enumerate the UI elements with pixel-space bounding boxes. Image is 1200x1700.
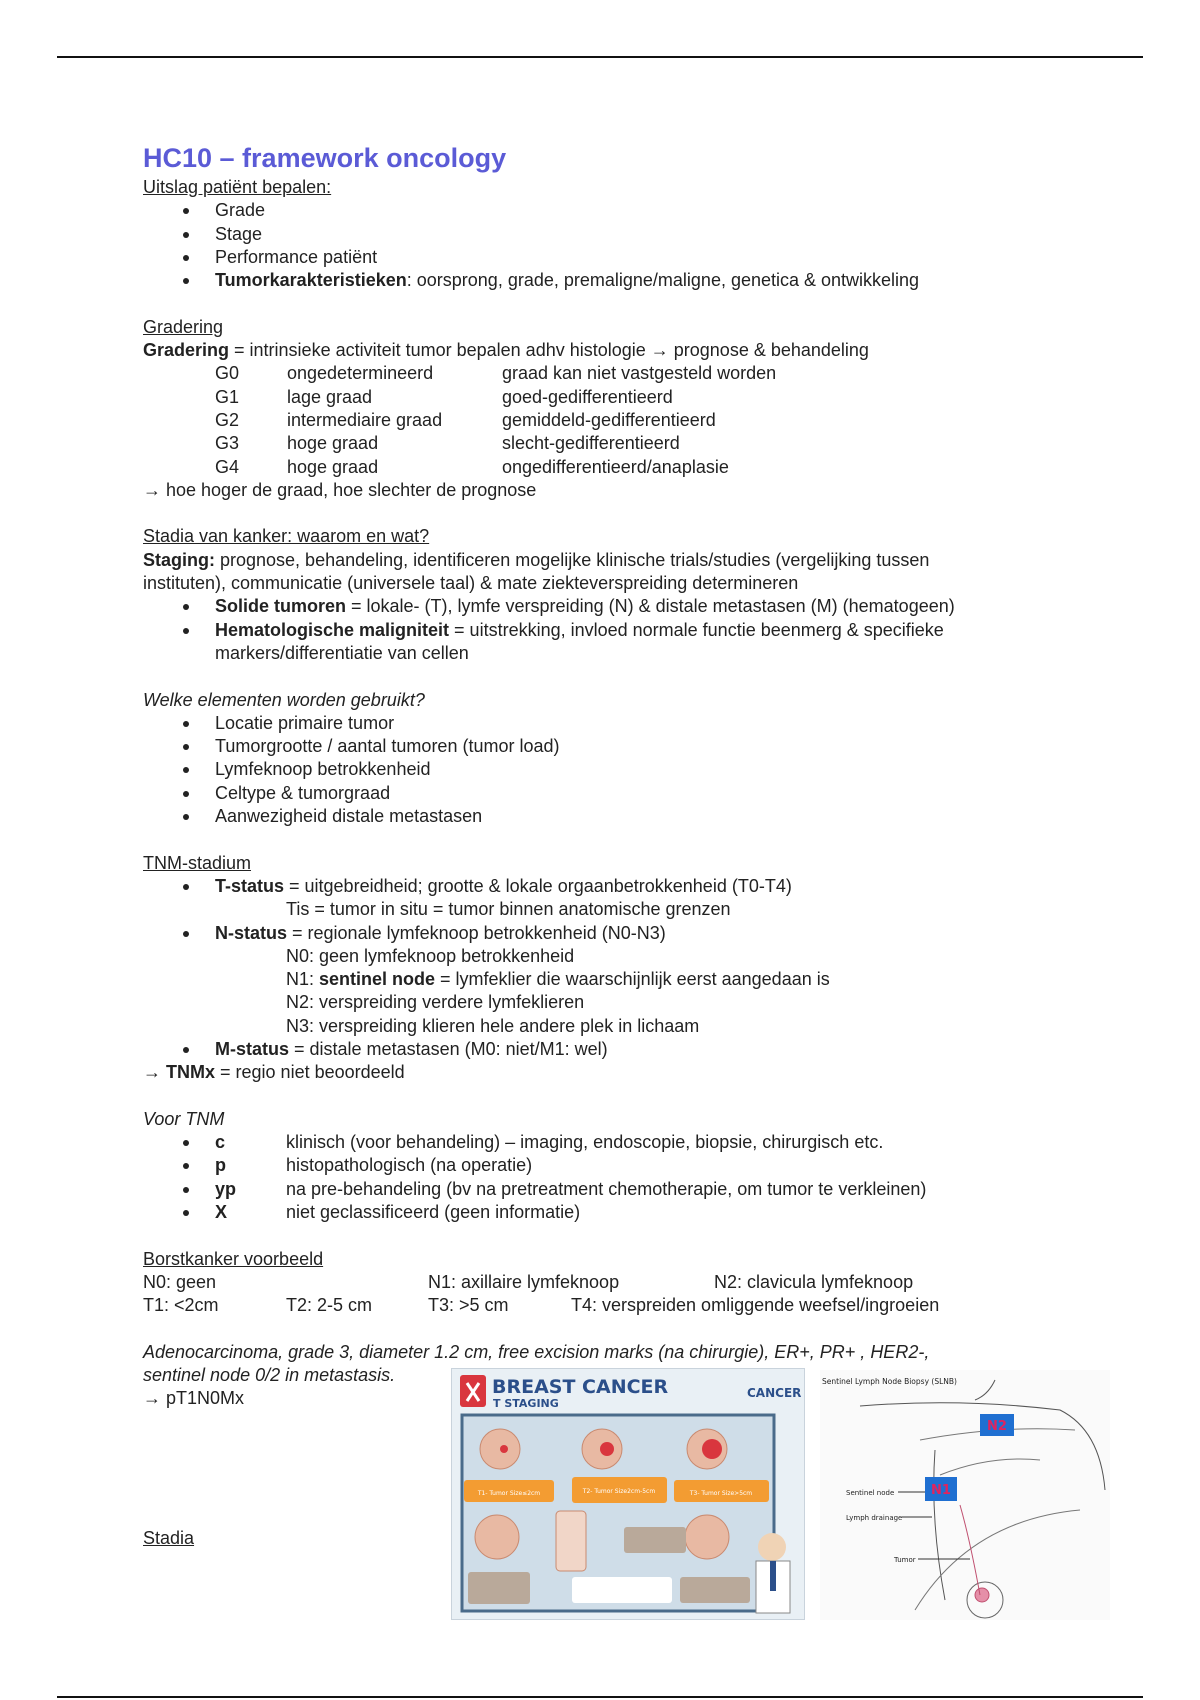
list-item: Stage: [143, 223, 1083, 246]
staging-line-1: [143, 549, 1083, 572]
grade-row: [143, 362, 1083, 385]
fig1-title: BREAST CANCER: [492, 1376, 669, 1398]
bk-t1: T1: <2cm: [143, 1295, 219, 1316]
borstkanker-heading: Borstkanker voorbeeld: [143, 1248, 324, 1269]
tnm-list-n: [143, 922, 1083, 945]
voor-tnm-heading: Voor TNM: [143, 1108, 225, 1129]
list-item: [143, 875, 1083, 898]
example-result: → pT1N0Mx: [143, 1388, 245, 1409]
term-text: markers/differentiatie van cellen: [215, 642, 469, 663]
term-text: = uitstrekking, invloed normale functie beenmerg & specifieke: [449, 619, 944, 640]
term-text: : oorsprong, grade, premaligne/maligne, genetica & ontwikkeling: [406, 270, 920, 291]
elementen-list: [143, 712, 1083, 828]
bk-t3: T3: >5 cm: [428, 1295, 509, 1316]
list-item: [143, 922, 1083, 945]
list-item: Celtype & tumorgraad: [143, 782, 1083, 805]
fig1-logo: CANCER: [747, 1386, 802, 1400]
grade-desc: goed-gedifferentieerd: [502, 386, 673, 407]
grade-name: lage graad: [287, 386, 373, 407]
grade-code: G3: [215, 433, 240, 454]
grade-code: G0: [215, 363, 240, 384]
tnm-n2: N2: verspreiding verdere lymfeklieren: [286, 992, 585, 1013]
fig2-n1-label: N1: [931, 1483, 951, 1498]
term-text: = lokale- (T), lymfe verspreiding (N) & distale metastasen (M) (hematogeen): [346, 596, 955, 617]
list-item: [143, 1178, 1083, 1201]
tnm-prefix: X: [215, 1202, 228, 1223]
top-rule: [57, 56, 1143, 58]
grade-desc: graad kan niet vastgesteld worden: [502, 363, 777, 384]
grade-desc: slecht-gedifferentieerd: [502, 433, 680, 454]
uitslag-list: [143, 199, 1083, 292]
bk-n1: N1: axillaire lymfeknoop: [428, 1271, 620, 1292]
staging-list: [143, 595, 1083, 665]
list-item: [143, 1131, 1083, 1154]
list-item: Lymfeknoop betrokkenheid: [143, 758, 1083, 781]
fig1-label-t3: T3- Tumor Size>5cm: [689, 1490, 753, 1497]
grade-name: hoge graad: [287, 433, 379, 454]
staging-line-2: instituten), communicatie (universele taal) & mate ziekteverspreiding determineren: [143, 573, 799, 594]
tnm-heading: TNM-stadium: [143, 852, 252, 873]
list-item: [143, 1201, 1083, 1224]
bk-t2: T2: 2-5 cm: [286, 1295, 373, 1316]
bold-term: N-status: [215, 922, 288, 943]
tnm-n0: N0: geen lymfeknoop betrokkenheid: [286, 945, 575, 966]
bold-term: TNMx: [166, 1062, 216, 1083]
grade-name: intermediaire graad: [287, 409, 443, 430]
t-staging-illustration: [452, 1369, 804, 1619]
list-item: Performance patiënt: [143, 246, 1083, 269]
term-text: = lymfeklier die waarschijnlijk eerst aangedaan is: [435, 969, 830, 990]
bold-term: M-status: [215, 1038, 290, 1059]
bold-term: T-status: [215, 875, 285, 896]
tnm-prefix-desc: klinisch (voor behandeling) – imaging, endoscopie, biopsie, chirurgisch etc.: [286, 1132, 884, 1153]
elementen-heading: Welke elementen worden gebruikt?: [143, 689, 425, 710]
list-item: [143, 1154, 1083, 1177]
term-text: = regionale lymfeknoop betrokkenheid (N0-N3): [287, 922, 666, 943]
tnm-prefix-desc: niet geclassificeerd (geen informatie): [286, 1202, 581, 1223]
bold-term: Staging:: [143, 549, 215, 570]
stadia-subheading: Stadia: [143, 1527, 195, 1548]
breast-cancer-t-staging-image: [451, 1368, 805, 1620]
fig1-label-t1: T1- Tumor Size≤2cm: [477, 1490, 541, 1497]
tnm-prefix-desc: histopathologisch (na operatie): [286, 1155, 533, 1176]
bk-t4: T4: verspreiden omliggende weefsel/ingroeien: [571, 1295, 940, 1316]
gradering-conclusion: → hoe hoger de graad, hoe slechter de prognose: [143, 479, 537, 500]
list-item: Tumorgrootte / aantal tumoren (tumor load): [143, 735, 1083, 758]
fig2-tumor-label: Tumor: [894, 1556, 916, 1564]
tnm-list-m: [143, 1038, 1083, 1061]
tnm-prefix: p: [215, 1155, 226, 1176]
tnm-prefix: c: [215, 1132, 226, 1153]
grade-table: [143, 362, 1083, 478]
list-item: [143, 619, 1083, 666]
grade-row: [143, 409, 1083, 432]
grade-name: hoge graad: [287, 456, 379, 477]
term-text: = intrinsieke activiteit tumor bepalen adhv histologie → prognose & behandeling: [229, 340, 869, 361]
gradering-heading: Gradering: [143, 316, 224, 337]
list-item: Grade: [143, 199, 1083, 222]
fig2-title: Sentinel Lymph Node Biopsy (SLNB): [822, 1377, 957, 1386]
example-line-2: sentinel node 0/2 in metastasis.: [143, 1365, 396, 1386]
list-item: [143, 595, 1083, 618]
list-item: [143, 269, 1083, 292]
fig1-subtitle: T STAGING: [493, 1397, 559, 1410]
tnm-n1: [143, 968, 1083, 991]
grade-row: [143, 432, 1083, 455]
tnm-tis: Tis = tumor in situ = tumor binnen anatomische grenzen: [286, 899, 731, 920]
list-item: [143, 1038, 1083, 1061]
document-body: [143, 140, 1083, 1550]
tnm-x: [143, 1061, 1083, 1084]
grade-row: [143, 456, 1083, 479]
term-text: N1:: [286, 969, 320, 990]
gradering-definition: [143, 339, 1083, 362]
borstkanker-n-row: [143, 1271, 1083, 1294]
grade-name: ongedetermineerd: [287, 363, 434, 384]
voor-tnm-list: [143, 1131, 1083, 1224]
list-item: Aanwezigheid distale metastasen: [143, 805, 1083, 828]
fig2-drainage-label: Lymph drainage: [846, 1514, 903, 1522]
fig2-sentinel-label: Sentinel node: [846, 1489, 895, 1497]
term-text: = uitgebreidheid; grootte & lokale orgaanbetrokkenheid (T0-T4): [284, 875, 792, 896]
term-text: →: [143, 1062, 167, 1083]
term-text: = regio niet beoordeeld: [215, 1062, 405, 1083]
tnm-list: [143, 875, 1083, 898]
page-title: HC10 – framework oncology: [143, 143, 507, 173]
example-line-1: Adenocarcinoma, grade 3, diameter 1.2 cm, free excision marks (na chirurgie), ER+, PR+ , HER2-,: [143, 1341, 930, 1362]
bold-term: Hematologische maligniteit: [215, 619, 450, 640]
tnm-prefix: yp: [215, 1178, 237, 1199]
grade-desc: gemiddeld-gedifferentieerd: [502, 409, 716, 430]
tnm-prefix-desc: na pre-behandeling (bv na pretreatment chemotherapie, om tumor te verkleinen): [286, 1178, 927, 1199]
bold-term: Tumorkarakteristieken: [215, 270, 407, 291]
grade-code: G1: [215, 386, 240, 407]
stadia-heading: Stadia van kanker: waarom en wat?: [143, 526, 430, 547]
grade-desc: ongedifferentieerd/anaplasie: [502, 456, 729, 477]
bottom-rule: [57, 1696, 1143, 1698]
bold-term: sentinel node: [319, 969, 436, 990]
grade-row: [143, 386, 1083, 409]
fig1-label-t2: T2- Tumor Size2cm-5cm: [582, 1488, 656, 1495]
bold-term: Solide tumoren: [215, 596, 347, 617]
term-text: prognose, behandeling, identificeren mogelijke klinische trials/studies (vergelijking tussen: [215, 549, 930, 570]
borstkanker-t-row: [143, 1294, 1083, 1317]
uitslag-heading: Uitslag patiënt bepalen:: [143, 177, 332, 197]
fig2-n2-label: N2: [987, 1419, 1007, 1434]
bold-term: Gradering: [143, 340, 230, 361]
slnb-illustration: [820, 1370, 1110, 1620]
bk-n0: N0: geen: [143, 1271, 217, 1292]
grade-code: G2: [215, 409, 240, 430]
term-text: = distale metastasen (M0: niet/M1: wel): [289, 1038, 608, 1059]
bk-n2: N2: clavicula lymfeknoop: [714, 1271, 914, 1292]
tnm-n3: N3: verspreiding klieren hele andere plek in lichaam: [286, 1015, 700, 1036]
grade-code: G4: [215, 456, 240, 477]
list-item: Locatie primaire tumor: [143, 712, 1083, 735]
sentinel-lymph-node-image: [820, 1370, 1110, 1620]
